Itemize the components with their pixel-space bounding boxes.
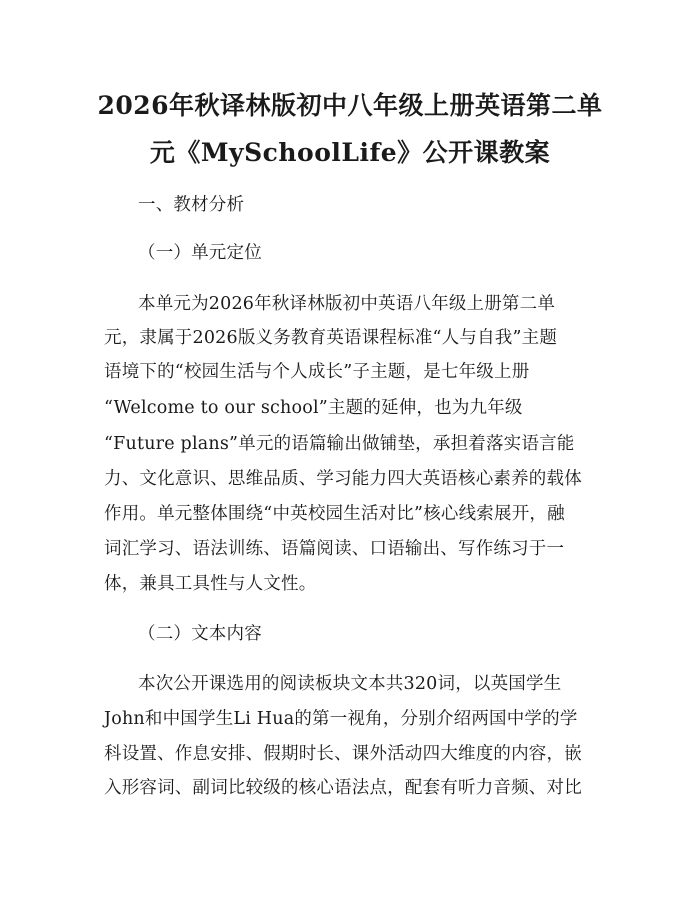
paragraph-line: 词汇学习、语法训练、语篇阅读、口语输出、写作练习于一: [104, 539, 565, 559]
paragraph-line: 本次公开课选用的阅读板块文本共320词，以英国学生: [138, 674, 562, 694]
paragraph-line: 元，隶属于2026版义务教育英语课程标准“人与自我”主题: [104, 328, 558, 348]
paragraph-line: 体，兼具工具性与人文性。: [104, 574, 317, 594]
paragraph-line: 本单元为2026年秋译林版初中英语八年级上册第二单: [138, 294, 556, 314]
paragraph-line: 语境下的“校园生活与个人成长”子主题，是七年级上册: [104, 362, 530, 382]
document-title-line-1: 2026年秋译林版初中八年级上册英语第二单: [97, 91, 603, 120]
subsection-heading: （二）文本内容: [138, 624, 262, 644]
paragraph-line: John和中国学生Li Hua的第一视角，分别介绍两国中学的学: [104, 709, 578, 729]
section-heading: 一、教材分析: [138, 195, 245, 215]
paragraph-line: “Welcome to our school”主题的延伸，也为九年级: [104, 398, 523, 418]
paragraph-line: “Future plans”单元的语篇输出做铺垫，承担着落实语言能: [104, 434, 575, 454]
paragraph-line: 入形容词、副词比较级的核心语法点，配套有听力音频、对比: [104, 778, 582, 798]
subsection-heading: （一）单元定位: [138, 243, 262, 263]
paragraph-line: 作用。单元整体围绕“中英校园生活对比”核心线索展开，融: [104, 504, 565, 524]
paragraph-line: 力、文化意识、思维品质、学习能力四大英语核心素养的载体: [104, 469, 582, 489]
paragraph-line: 科设置、作息安排、假期时长、课外活动四大维度的内容，嵌: [104, 744, 582, 764]
document-title-line-2: 元《MySchoolLife》公开课教案: [149, 138, 551, 167]
